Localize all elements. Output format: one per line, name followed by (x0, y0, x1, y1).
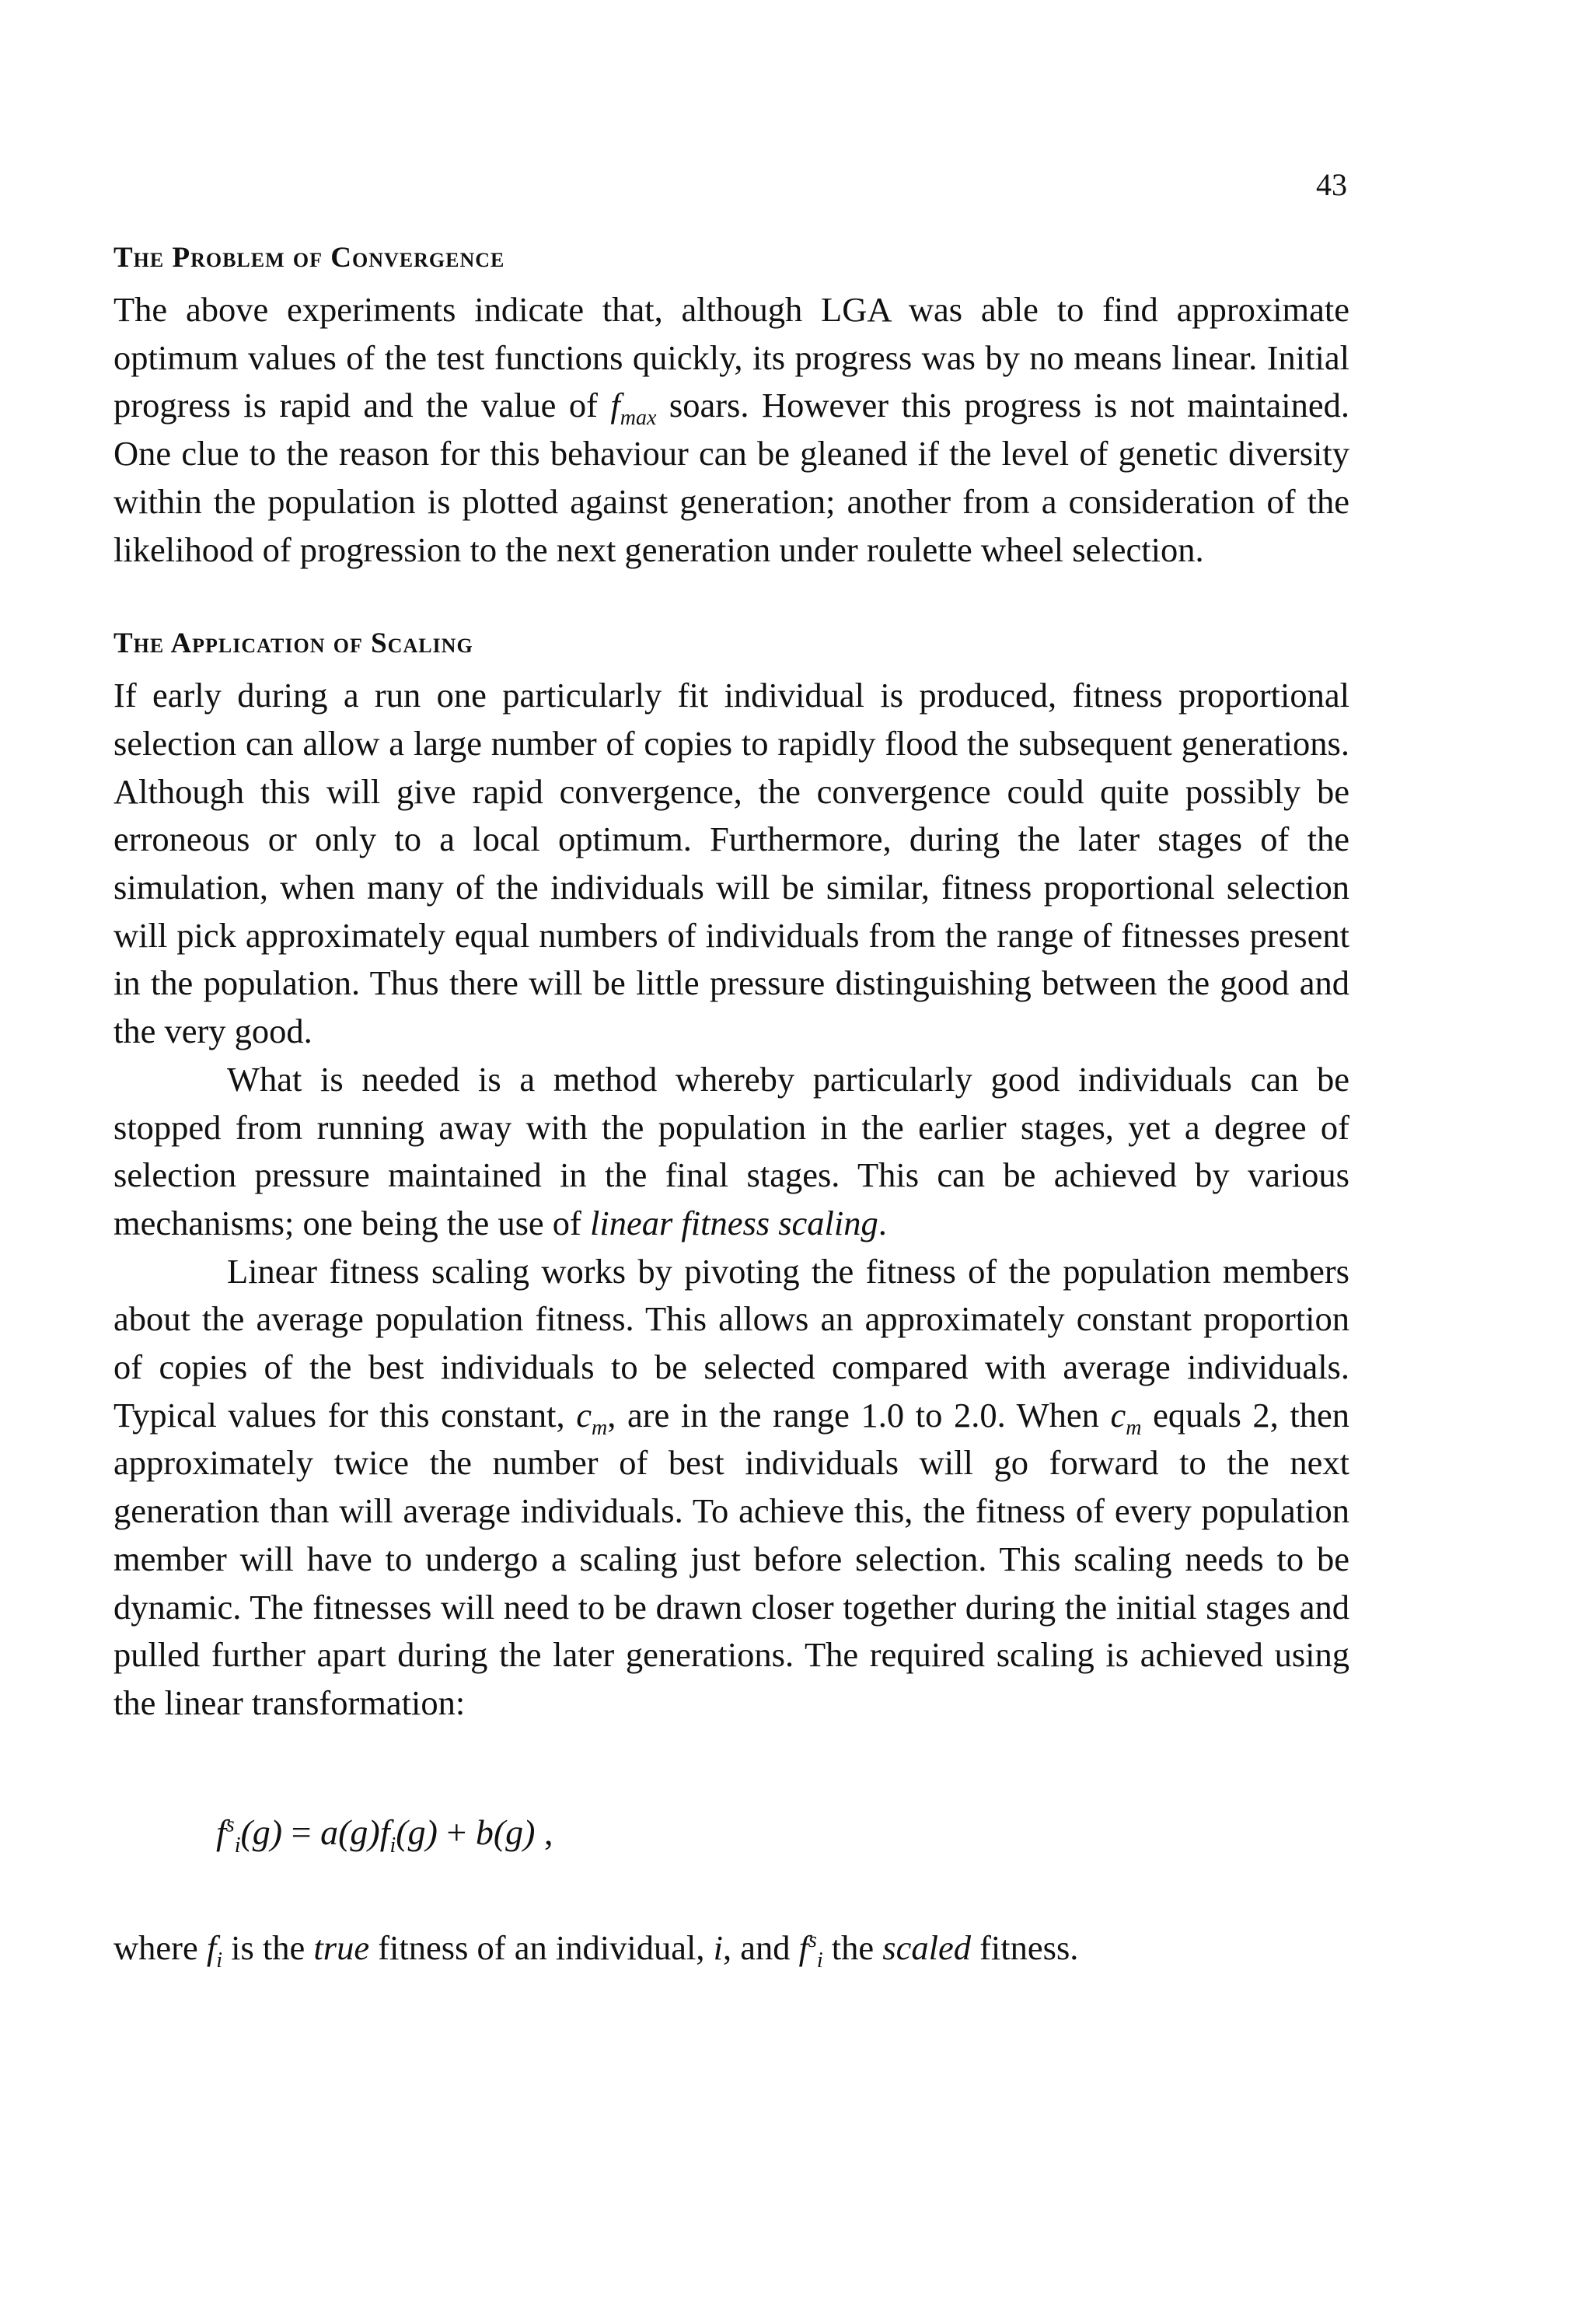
math-f-max (610, 386, 657, 431)
eq-sub-i: i (389, 1833, 396, 1858)
eq-arg: (g) (396, 1812, 438, 1852)
eq-arg: (g) (493, 1812, 536, 1852)
text-run: . (878, 1203, 887, 1242)
page-body (113, 235, 1349, 1728)
section-heading-scaling: The Application of Scaling (113, 627, 473, 660)
paragraph-scaling-2 (113, 1056, 1349, 1248)
eq-f: f (216, 1812, 226, 1852)
text-run: the (822, 1928, 883, 1967)
eq-arg: (g) (338, 1812, 380, 1852)
math-subscript: m (1126, 1415, 1142, 1440)
math-subscript: i (216, 1948, 222, 1973)
eq-sup-s: s (225, 1812, 235, 1837)
eq-comma: , (535, 1812, 553, 1852)
page-number: 43 (1316, 167, 1347, 202)
emphasis-true: true (313, 1928, 370, 1967)
eq-equals: = (282, 1812, 321, 1852)
equation-linear-transformation (216, 1812, 553, 1858)
emphasis-linear-fitness-scaling: linear fitness scaling (589, 1203, 878, 1242)
text-run: equals 2, then approximately twice the number of best individuals will go forward to the next generation than will average individuals. To achieve this, the fitness of every population member will have to undergo a scaling just before selection. This scaling needs to be dynamic. The fitnesses will need to be drawn closer together during the initial stages and pulled further apart during the later generations. The required scaling is achieved using the linear transformation: (113, 1395, 1350, 1722)
paragraph-convergence (113, 286, 1349, 574)
text-run: soars. However this progress is not maintained. One clue to the reason for this behaviour can be gleaned if the level of genetic diversity within the population is plotted against generation; another from a consideration of the likelihood of progression to the next generation under roulette wheel selection. (113, 386, 1349, 569)
eq-arg: (g) (240, 1812, 283, 1852)
math-symbol: i (713, 1928, 723, 1967)
math-c-m (1110, 1395, 1142, 1440)
text-run: fitness of an individual, (369, 1928, 714, 1967)
paragraph-scaling-1: If early during a run one particularly fit individual is produced, fitness proportional selection can allow a large number of copies to rapidly flood the subsequent generations. Although this will give rapid convergence, the convergence could quite possibly be erroneous or only to a local optimum. Furthermore, during the later stages of the simulation, when many of the individuals will be similar, fitness proportional selection will pick approximately equal numbers of individuals from the range of fitnesses present in the population. Thus there will be little pressure distinguishing between the good and the very good. (113, 676, 1349, 1051)
eq-sub-i: i (234, 1833, 241, 1858)
math-symbol: c (1110, 1395, 1126, 1435)
paragraph-scaling-3 (113, 1248, 1349, 1728)
text-run: What is needed is a method whereby particularly good individuals can be stopped from running away with the population in the earlier stages, yet a degree of selection pressure maintained in the final stages. This can be achieved by various mechanisms; one being the use of (113, 1059, 1349, 1242)
eq-b: b (475, 1812, 494, 1852)
math-superscript: s (808, 1928, 817, 1953)
math-subscript: i (816, 1948, 823, 1973)
math-symbol: c (576, 1395, 592, 1435)
text-run: Linear fitness scaling works by pivoting the fitness of the population members about the average population fitness. This allows an approximately constant proportion of copies of the best individuals to be selected compared with average individuals. Typical values for this constant, (113, 1251, 1349, 1435)
section-heading-convergence: The Problem of Convergence (113, 242, 505, 274)
eq-a: a (320, 1812, 339, 1852)
definition-line (113, 1924, 1349, 1973)
text-run: fitness. (970, 1928, 1079, 1967)
text-run: The above experiments indicate that, although LGA was able to find approximate optimum values of the test functions quickly, its progress was by no means linear. Initial progress is rapid and the value of (113, 290, 1349, 425)
text-run: where (113, 1928, 207, 1967)
eq-plus: + (437, 1812, 476, 1852)
math-subscript: m (591, 1415, 608, 1440)
math-symbol: f (798, 1928, 808, 1967)
text-run: , are in the range 1.0 to 2.0. When (607, 1395, 1111, 1435)
text-run: , and (722, 1928, 799, 1967)
math-symbol: f (206, 1928, 217, 1967)
math-subscript: max (620, 406, 657, 431)
eq-f: f (379, 1812, 390, 1852)
text-run: is the (222, 1928, 314, 1967)
emphasis-scaled: scaled (882, 1928, 971, 1967)
math-symbol: f (610, 386, 620, 425)
math-c-m (576, 1395, 608, 1440)
